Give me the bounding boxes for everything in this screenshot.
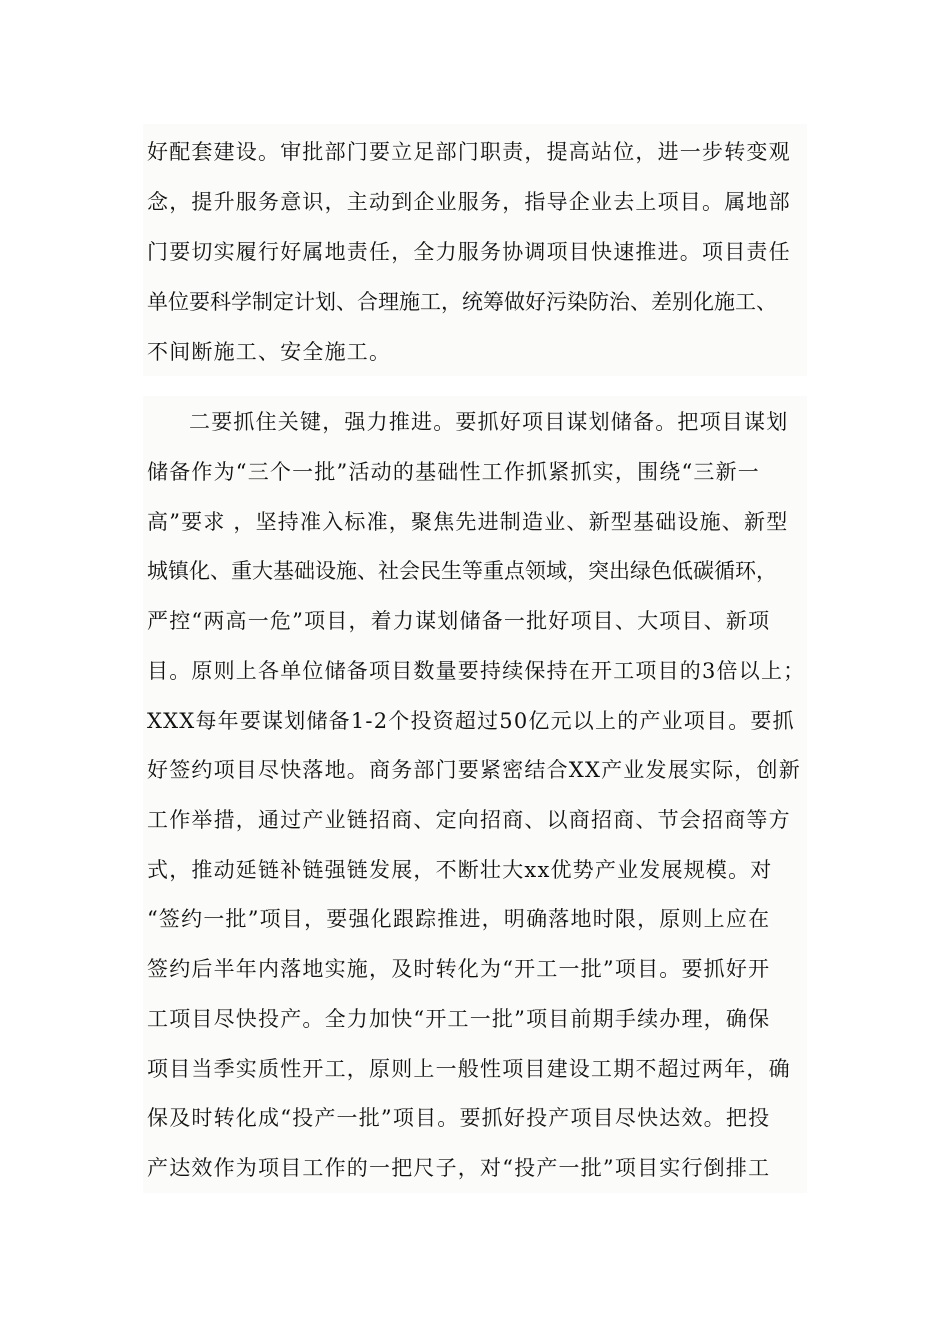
paragraph-2-line-7: XXX每年要谋划储备1-2个投资超过50亿元以上的产业项目。要抓 — [147, 709, 795, 733]
paragraph-2-line-15: 保及时转化成“投产一批”项目。要抓好投产项目尽快达效。把投 — [147, 1106, 771, 1130]
paragraph-2-line-12: 签约后半年内落地实施，及时转化为“开工一批”项目。要抓好开 — [147, 957, 771, 981]
paragraph-2-line-9: 工作举措，通过产业链招商、定向招商、以商招商、节会招商等方 — [147, 808, 791, 832]
paragraph-2-line-16: 产达效作为项目工作的一把尺子，对“投产一批”项目实行倒排工 — [147, 1156, 771, 1180]
paragraph-2-line-4: 城镇化、重大基础设施、社会民生等重点领域，突出绿色低碳循环， — [147, 559, 777, 583]
paragraph-2-line-3: 高”要求 ，坚持准入标准，聚焦先进制造业、新型基础设施、新型 — [147, 510, 789, 534]
paragraph-2-line-11: “签约一批”项目，要强化跟踪推进，明确落地时限，原则上应在 — [147, 907, 771, 931]
paragraph-1-line-5: 不间断施工、安全施工。 — [147, 340, 392, 364]
paragraph-2-line-1: 二要抓住关键，强力推进。要抓好项目谋划储备。把项目谋划 — [189, 410, 789, 434]
paragraph-2-line-13: 工项目尽快投产。全力加快“开工一批”项目前期手续办理，确保 — [147, 1007, 771, 1031]
paragraph-2-line-5: 严控“两高一危”项目，着力谋划储备一批好项目、大项目、新项 — [147, 609, 771, 633]
paragraph-1 — [143, 124, 807, 376]
paragraph-1-line-1: 好配套建设。审批部门要立足部门职责，提高站位，进一步转变观 — [147, 140, 791, 164]
paragraph-2-line-6: 目。原则上各单位储备项目数量要持续保持在开工项目的3倍以上； — [147, 659, 806, 683]
paragraph-2-line-14: 项目当季实质性开工，原则上一般性项目建设工期不超过两年，确 — [147, 1057, 791, 1081]
paragraph-2-line-8: 好签约项目尽快落地。商务部门要紧密结合XX产业发展实际，创新 — [147, 758, 801, 782]
paragraph-2-line-2: 储备作为“三个一批”活动的基础性工作抓紧抓实，围绕“三新一 — [147, 460, 761, 484]
paragraph-1-line-3: 门要切实履行好属地责任，全力服务协调项目快速推进。项目责任 — [147, 240, 791, 264]
paragraph-2-line-10: 式，推动延链补链强链发展，不断壮大xx优势产业发展规模。对 — [147, 858, 773, 882]
paragraph-2 — [143, 396, 807, 1193]
paragraph-1-line-4: 单位要科学制定计划、合理施工，统筹做好污染防治、差别化施工、 — [147, 290, 777, 314]
paragraph-1-line-2: 念，提升服务意识，主动到企业服务，指导企业去上项目。属地部 — [147, 190, 791, 214]
